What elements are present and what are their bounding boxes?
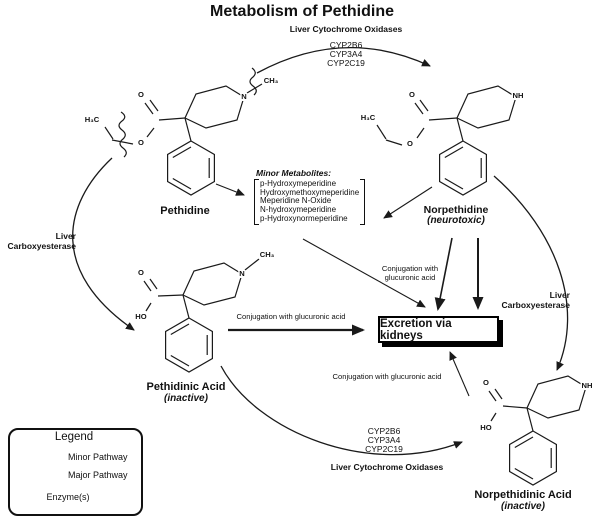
norpethidine-nh-label: NH [512, 91, 524, 100]
left-enzyme-label [0, 231, 76, 251]
arrow-pethidine-to-pethidinic-acid [73, 158, 134, 330]
pethidine-ch3-label: CH₃ [263, 76, 279, 85]
norpethidinic-carbonyl-o-label: O [483, 378, 489, 387]
pethidinic-acid-status: (inactive) [164, 393, 208, 404]
bottom-enzyme-group-label: Liver Cytochrome Oxidases [330, 462, 444, 472]
diagram-title: Metabolism of Pethidine [209, 3, 395, 20]
norpethidinic-acid-structure [489, 376, 586, 485]
right-enzyme-line2: Carboxyesterase [501, 300, 570, 310]
conjugation-norpethidine-label [382, 264, 438, 282]
phenyl-ring [440, 141, 487, 195]
pethidinic-carbonyl-o-label: O [138, 268, 144, 277]
piperidine-ring [185, 86, 244, 128]
minor-metabolite-item: p-Hydroxymeperidine [260, 179, 337, 188]
minor-metabolites-list [254, 179, 365, 225]
norpethidine-structure [377, 86, 516, 195]
norpethidine-h3c-label: H₃C [360, 113, 376, 122]
bracket-left [254, 179, 259, 225]
pethidinic-n-label: N [239, 269, 245, 278]
pethidine-name: Pethidine [160, 205, 210, 217]
phenyl-ring [166, 318, 213, 372]
left-enzyme-line2: Carboxyesterase [7, 241, 76, 251]
norpethidinic-nh-label: NH [581, 381, 593, 390]
pethidine-n-label: N [241, 92, 247, 101]
piperidine-ring [527, 376, 586, 418]
norpethidine-status: (neurotoxic) [427, 215, 485, 226]
norpethidine-carbonyl-o-label: O [409, 90, 415, 99]
left-enzyme-line1: Liver [55, 231, 76, 241]
minor-metabolite-item: N-hydroxymeperidine [260, 205, 337, 215]
pethidine-structure [105, 68, 262, 195]
minor-metabolite-item: Hydroxymethoxymeperidine [260, 187, 360, 197]
norpethidinic-ho-label: HO [480, 423, 492, 432]
norpethidinic-acid-status: (inactive) [501, 501, 545, 512]
norpethidine-ester-o-label: O [407, 139, 413, 148]
legend-enzymes-label: Enzyme(s) [46, 492, 90, 502]
minor-metabolites-title: Minor Metabolites: [256, 168, 332, 178]
right-enzyme-line1: Liver [549, 290, 570, 300]
bottom-enzyme-cyp2b6: CYP2B6 [367, 426, 401, 436]
top-enzyme-cyp2c19: CYP2C19 [327, 58, 365, 68]
bracket-right [360, 179, 365, 225]
bottom-enzyme-cyp2c19: CYP2C19 [365, 444, 403, 454]
conjugation-line1: Conjugation with [381, 264, 439, 273]
pethidine-h3c-label: H₃C [84, 115, 100, 124]
minor-metabolite-item: Meperidine N-Oxide [260, 196, 332, 206]
legend-major-label: Major Pathway [68, 470, 128, 480]
cleavage-squiggle-ester [119, 112, 126, 157]
minor-metabolite-item: p-Hydroxynormeperidine [260, 213, 348, 223]
phenyl-ring [510, 431, 557, 485]
pethidinic-ch3-label: CH₃ [259, 250, 275, 259]
arrow-norpethidinic-to-excretion [450, 352, 469, 396]
bottom-enzyme-cyp3a4: CYP3A4 [367, 435, 401, 445]
legend-title: Legend [54, 431, 94, 443]
norpethidinic-acid-name: Norpethidinic Acid [474, 489, 572, 501]
norpethidine-name: Norpethidine [423, 204, 489, 216]
pethidinic-ho-label: HO [135, 312, 147, 321]
top-enzyme-cyp2b6: CYP2B6 [329, 40, 363, 50]
legend-minor-label: Minor Pathway [68, 452, 128, 462]
phenyl-ring [168, 141, 215, 195]
top-enzyme-cyp3a4: CYP3A4 [329, 49, 363, 59]
piperidine-ring [457, 86, 516, 128]
pethidinic-acid-name: Pethidinic Acid [146, 381, 226, 393]
minor-metabolites-block [254, 168, 365, 225]
pethidine-carbonyl-o-label: O [138, 90, 144, 99]
conjugation-pethidinic-label: Conjugation with glucuronic acid [236, 312, 346, 321]
conjugation-line2: glucuronic acid [384, 273, 436, 282]
top-enzyme-group-label: Liver Cytochrome Oxidases [289, 24, 403, 34]
excretion-box: Excretion via kidneys [378, 316, 499, 343]
arrow-pethidine-to-minor-metabolites [216, 184, 244, 195]
right-enzyme-label [498, 290, 570, 310]
piperidine-ring [183, 263, 242, 305]
conjugation-norpethidinic-label: Conjugation with glucuronic acid [332, 372, 442, 381]
arrow-norpethidine-to-norpethidinic-acid [494, 176, 568, 370]
pethidine-ester-o-label: O [138, 138, 144, 147]
arrow-norpethidine-to-excretion-1 [438, 238, 452, 309]
